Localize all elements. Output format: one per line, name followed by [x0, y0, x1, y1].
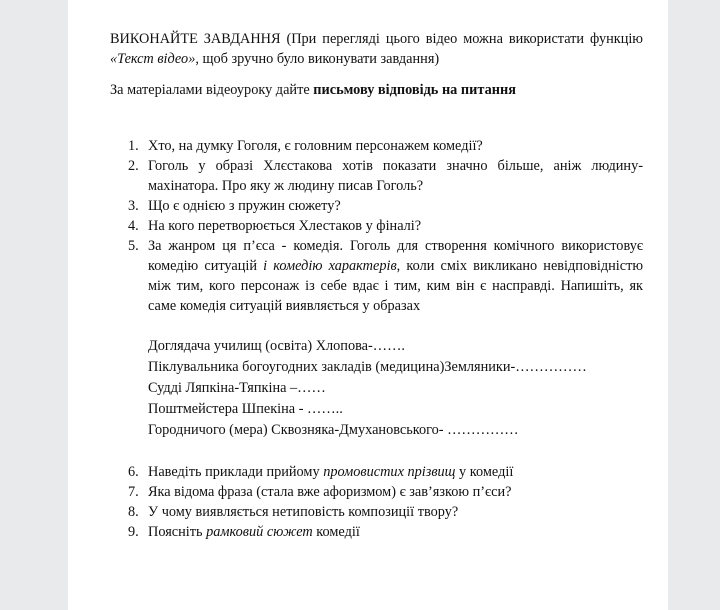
- question-text: комедії: [312, 524, 360, 540]
- task-text: За матеріалами відеоуроку дайте: [110, 82, 314, 98]
- question-text: , коли сміх викликано невідповідністю між тим, кого персонаж із себе вдає і тим, ким він є насправді. Напишіть, як саме комедія ситуацій виявляється у образах: [148, 258, 643, 314]
- question-text: За жанром ця п’єса - комедія. Гоголь для створення комічного використовує комедію ситуацій: [148, 238, 643, 274]
- question-number: 9.: [128, 524, 139, 540]
- question-italic-text: і комедію характерів: [263, 258, 397, 274]
- question-item: [110, 216, 643, 236]
- question-number: 5.: [128, 238, 139, 254]
- intro-heading: ВИКОНАЙТЕ ЗАВДАННЯ: [110, 31, 281, 47]
- intro-text-2: , щоб зручно було виконувати завдання): [195, 51, 440, 67]
- question-item: [110, 502, 643, 522]
- character-line: Доглядача училищ (освіта) Хлопова-…….: [148, 338, 405, 354]
- question-text: Що є однією з пружин сюжету?: [148, 198, 341, 214]
- question-number: 1.: [128, 138, 139, 154]
- character-line: Поштмейстера Шпекіна - ……..: [148, 401, 343, 417]
- questions-list: [110, 136, 643, 316]
- document-page: [68, 0, 668, 610]
- question-item: [110, 136, 643, 156]
- question-italic-text: рамковий сюжет: [206, 524, 313, 540]
- question-item: [110, 522, 643, 542]
- question-number: 8.: [128, 504, 139, 520]
- question-text: Поясніть: [148, 524, 207, 540]
- questions-list-continued: [110, 462, 643, 542]
- question-text: Яка відома фраза (стала вже афоризмом) є зав’язкою п’єси?: [148, 484, 512, 500]
- question-text: у комедії: [455, 464, 514, 480]
- question-text: У чому виявляється нетиповість композиції твору?: [148, 504, 459, 520]
- question-item: [110, 196, 643, 216]
- task-bold-text: письмову відповідь на питання: [313, 82, 516, 98]
- character-line: Піклувальника богоугодних закладів (медицина)Земляники-……………: [148, 359, 587, 375]
- intro-italic-text: «Текст відео»: [110, 51, 196, 67]
- question-text: Хто, на думку Гоголя, є головним персонажем комедії?: [148, 138, 483, 154]
- question-number: 2.: [128, 158, 139, 174]
- question-text: На кого перетворюється Хлестаков у фіналі?: [148, 218, 422, 234]
- viewer-background-right: [668, 0, 720, 610]
- character-line: Городничого (мера) Сквозняка-Дмухановського- ……………: [148, 422, 519, 438]
- question-italic-text: промовистих прізвищ: [323, 464, 456, 480]
- character-list: [110, 336, 643, 441]
- character-line: Судді Ляпкіна-Тяпкіна –……: [148, 380, 326, 396]
- question-text: Наведіть приклади прийому: [148, 464, 324, 480]
- question-item: [110, 156, 643, 196]
- question-item: [110, 482, 643, 502]
- intro-paragraph: [110, 29, 643, 69]
- question-item: [110, 236, 643, 316]
- task-paragraph: [110, 80, 643, 100]
- question-number: 6.: [128, 464, 139, 480]
- question-number: 3.: [128, 198, 139, 214]
- viewer-background-left: [0, 0, 68, 610]
- question-text: Гоголь у образі Хлєстакова хотів показати значно більше, аніж людину-махінатора. Про яку ж людину писав Гоголь?: [148, 158, 643, 194]
- document-content: [110, 29, 643, 542]
- question-item: [110, 462, 643, 482]
- intro-text-1: (При перегляді цього відео можна використати функцію: [280, 31, 643, 47]
- question-number: 7.: [128, 484, 139, 500]
- question-number: 4.: [128, 218, 139, 234]
